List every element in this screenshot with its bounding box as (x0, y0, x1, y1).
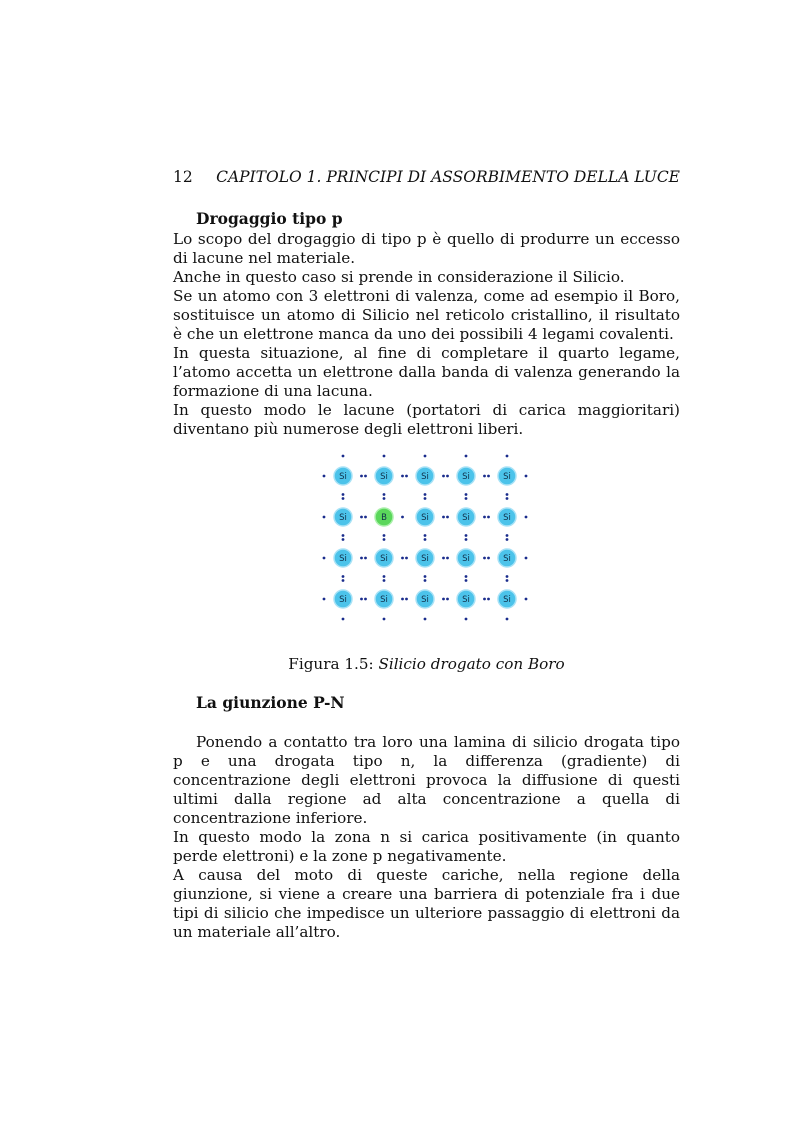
atom-label: Si (339, 554, 347, 564)
electron-dot (506, 497, 509, 500)
electron-dot (383, 493, 386, 496)
atom-label: Si (503, 595, 511, 605)
electron-dot (506, 618, 509, 621)
electron-dot (442, 475, 445, 478)
paragraph: Ponendo a contatto tra loro una lamina di silicio drogata tipo p e una drogata tipo n, la differenza (gradiente) di concentrazione degli elettroni provoca la diffusione di questi ultimi dalla regione ad alta concentrazione a quella di concentrazione inferiore. (173, 733, 680, 827)
electron-dot (405, 557, 408, 560)
electron-dot (401, 557, 404, 560)
electron-dot (383, 534, 386, 537)
page-number: 12 (173, 168, 193, 186)
electron-dot (383, 538, 386, 541)
electron-dot (487, 516, 490, 519)
electron-dot (405, 598, 408, 601)
electron-dot (424, 534, 427, 537)
electron-dot (483, 516, 486, 519)
electron-dot (506, 534, 509, 537)
electron-dot (465, 534, 468, 537)
electron-dot (342, 575, 345, 578)
electron-dot (465, 538, 468, 541)
electron-dot (360, 598, 363, 601)
electron-dot (424, 497, 427, 500)
electron-dot (506, 538, 509, 541)
caption-label: Figura 1.5: (288, 655, 374, 673)
electron-dot (364, 516, 367, 519)
electron-dot (506, 493, 509, 496)
section-body-drogaggio (173, 230, 680, 439)
atom-label: Si (462, 554, 470, 564)
electron-dot (506, 575, 509, 578)
electron-dot (483, 598, 486, 601)
electron-dot (383, 618, 386, 621)
section-body-giunzione (173, 733, 680, 942)
electron-dot (487, 475, 490, 478)
electron-dot (401, 598, 404, 601)
atom-label: Si (462, 513, 470, 523)
atom-label: Si (503, 554, 511, 564)
page-header (173, 168, 680, 188)
electron-dot (342, 579, 345, 582)
electron-dot (342, 618, 345, 621)
electron-dot (483, 475, 486, 478)
electron-dot (342, 534, 345, 537)
electron-dot (424, 575, 427, 578)
electron-dot (424, 538, 427, 541)
atom-label: Si (462, 472, 470, 482)
electron-dot (465, 493, 468, 496)
atom-label: B (381, 513, 387, 523)
atom-label: Si (503, 472, 511, 482)
electron-dot (424, 579, 427, 582)
electron-dot (446, 557, 449, 560)
electron-dot (323, 557, 326, 560)
electron-dot (323, 475, 326, 478)
atom-label: Si (380, 472, 388, 482)
electron-dot (383, 455, 386, 458)
paragraph: In questo modo le lacune (portatori di carica maggioritari) diventano più numerose degli elettroni liberi. (173, 401, 680, 438)
paragraph: In questo modo la zona n si carica positivamente (in quanto perde elettroni) e la zone p negativamente. (173, 828, 680, 865)
electron-dot (525, 557, 528, 560)
atom-label: Si (421, 595, 429, 605)
electron-dot (487, 598, 490, 601)
atom-label: Si (380, 595, 388, 605)
running-title: CAPITOLO 1. PRINCIPI DI ASSORBIMENTO DELLA LUCE (216, 168, 680, 186)
electron-dot (465, 575, 468, 578)
caption-text: Silicio drogato con Boro (378, 655, 565, 673)
paragraph: Se un atomo con 3 elettroni di valenza, come ad esempio il Boro, sostituisce un atomo di Silicio nel reticolo cristallino, il risultato è che un elettrone manca da uno dei possibili 4 legami covalenti. (173, 287, 680, 343)
electron-dot (465, 618, 468, 621)
paragraph: A causa del moto di queste cariche, nella regione della giunzione, si viene a creare una barriera di potenziale fra i due tipi di silicio che impedisce un ulteriore passaggio di elettroni da un materiale all’altro. (173, 866, 680, 941)
electron-dot (442, 557, 445, 560)
electron-dot (383, 497, 386, 500)
electron-dot (487, 557, 490, 560)
atom-label: Si (339, 472, 347, 482)
electron-dot (342, 538, 345, 541)
electron-dot (360, 475, 363, 478)
atom-label: Si (339, 595, 347, 605)
electron-dot (323, 516, 326, 519)
electron-dot (401, 475, 404, 478)
electron-dot (465, 497, 468, 500)
atom-label: Si (380, 554, 388, 564)
figure-caption (173, 655, 680, 673)
electron-dot (360, 516, 363, 519)
electron-dot (323, 598, 326, 601)
atom-label: Si (421, 472, 429, 482)
atom-label: Si (339, 513, 347, 523)
electron-dot (383, 575, 386, 578)
atom-label: Si (421, 513, 429, 523)
electron-dot (465, 579, 468, 582)
electron-dot (364, 557, 367, 560)
section-heading-giunzione: La giunzione P-N (196, 693, 345, 712)
electron-dot (405, 475, 408, 478)
electron-dot (364, 475, 367, 478)
electron-dot (342, 493, 345, 496)
electron-dot (424, 618, 427, 621)
electron-dot (401, 516, 404, 519)
paragraph: In questa situazione, al fine di completare il quarto legame, l’atomo accetta un elettrone dalla banda di valenza generando la formazione di una lacuna. (173, 344, 680, 400)
electron-dot (465, 455, 468, 458)
electron-dot (442, 598, 445, 601)
atom-label: Si (462, 595, 470, 605)
electron-dot (446, 598, 449, 601)
electron-dot (506, 579, 509, 582)
atom-label: Si (421, 554, 429, 564)
electron-dot (342, 455, 345, 458)
atom-label: Si (503, 513, 511, 523)
lattice-figure (313, 446, 543, 636)
electron-dot (506, 455, 509, 458)
electron-dot (525, 516, 528, 519)
electron-dot (360, 557, 363, 560)
electron-dot (364, 598, 367, 601)
electron-dot (424, 493, 427, 496)
paragraph: Anche in questo caso si prende in considerazione il Silicio. (173, 268, 625, 286)
electron-dot (383, 579, 386, 582)
electron-dot (525, 475, 528, 478)
paragraph: Lo scopo del drogaggio di tipo p è quello di produrre un eccesso di lacune nel materiale. (173, 230, 680, 267)
section-heading-drogaggio: Drogaggio tipo p (196, 209, 343, 228)
electron-dot (342, 497, 345, 500)
electron-dot (446, 475, 449, 478)
electron-dot (442, 516, 445, 519)
electron-dot (446, 516, 449, 519)
electron-dot (525, 598, 528, 601)
electron-dot (424, 455, 427, 458)
electron-dot (483, 557, 486, 560)
